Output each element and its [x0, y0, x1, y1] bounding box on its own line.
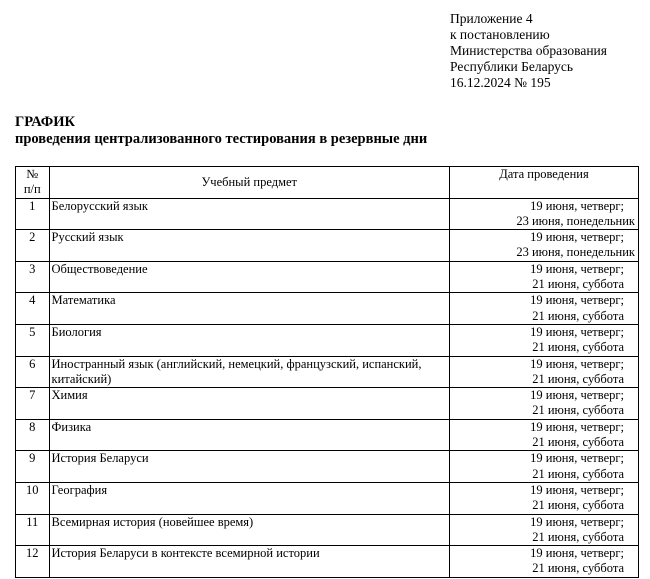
- row-number: 2: [16, 230, 50, 262]
- row-date-primary: 19 июня, четверг;: [530, 451, 624, 466]
- row-date-reserve: 21 июня, суббота: [532, 435, 624, 450]
- appendix-block: [450, 11, 607, 91]
- table-row: [16, 324, 639, 356]
- row-subject: Обществоведение: [49, 261, 449, 293]
- row-dates: [449, 546, 638, 578]
- row-date-primary: 19 июня, четверг;: [530, 482, 624, 497]
- row-subject: Физика: [49, 419, 449, 451]
- row-date-reserve: 23 июня, понедельник: [516, 213, 635, 228]
- row-date-primary: 19 июня, четверг;: [530, 261, 624, 276]
- row-date-reserve: 21 июня, суббота: [532, 403, 624, 418]
- row-number: 6: [16, 356, 50, 388]
- row-subject: История Беларуси: [49, 451, 449, 483]
- title-subheading: проведения централизованного тестирования в резервные дни: [15, 131, 428, 147]
- row-date-primary: 19 июня, четверг;: [530, 293, 624, 308]
- row-date-reserve: 21 июня, суббота: [532, 340, 624, 355]
- appendix-line: Министерства образования: [450, 43, 607, 58]
- table-row: [16, 261, 639, 293]
- table-row: [16, 230, 639, 262]
- row-dates: [449, 419, 638, 451]
- row-date-reserve: 21 июня, суббота: [532, 371, 624, 386]
- row-dates: [449, 230, 638, 262]
- row-number: 9: [16, 451, 50, 483]
- row-dates: [449, 293, 638, 325]
- header-number-symbol: №: [26, 167, 39, 181]
- appendix-date-number: 16.12.2024 № 195: [450, 75, 551, 90]
- row-date-reserve: 21 июня, суббота: [532, 308, 624, 323]
- table-row: [16, 356, 639, 388]
- row-number: 12: [16, 546, 50, 578]
- table-row: [16, 546, 639, 578]
- header-subject: Учебный предмет: [49, 167, 449, 199]
- row-subject: Биология: [49, 324, 449, 356]
- row-number: 5: [16, 324, 50, 356]
- row-date-primary: 19 июня, четверг;: [530, 324, 624, 339]
- row-subject: Математика: [49, 293, 449, 325]
- row-number: 8: [16, 419, 50, 451]
- row-date-reserve: 21 июня, суббота: [532, 529, 624, 544]
- row-date-primary: 19 июня, четверг;: [530, 356, 624, 371]
- row-number: 11: [16, 514, 50, 546]
- header-number: [16, 167, 50, 199]
- schedule-table: [15, 166, 639, 578]
- document-title: [15, 114, 427, 148]
- appendix-line: к постановлению: [450, 27, 550, 42]
- row-dates: [449, 198, 638, 230]
- header-number-abbr: п/п: [23, 182, 41, 197]
- table-row: [16, 451, 639, 483]
- row-number: 3: [16, 261, 50, 293]
- row-subject: История Беларуси в контексте всемирной истории: [49, 546, 449, 578]
- row-dates: [449, 451, 638, 483]
- row-date-primary: 19 июня, четверг;: [530, 546, 624, 561]
- appendix-line: Приложение 4: [450, 11, 533, 26]
- table-row: [16, 514, 639, 546]
- row-date-primary: 19 июня, четверг;: [530, 198, 624, 213]
- row-subject: Русский язык: [49, 230, 449, 262]
- row-date-reserve: 21 июня, суббота: [532, 561, 624, 576]
- row-date-reserve: 21 июня, суббота: [532, 498, 624, 513]
- row-dates: [449, 356, 638, 388]
- row-date-primary: 19 июня, четверг;: [530, 419, 624, 434]
- row-subject: География: [49, 482, 449, 514]
- row-dates: [449, 388, 638, 420]
- row-number: 4: [16, 293, 50, 325]
- row-date-primary: 19 июня, четверг;: [530, 230, 624, 245]
- row-date-reserve: 21 июня, суббота: [532, 277, 624, 292]
- row-dates: [449, 514, 638, 546]
- row-subject: Всемирная история (новейшее время): [49, 514, 449, 546]
- title-heading: ГРАФИК: [15, 114, 76, 130]
- row-dates: [449, 324, 638, 356]
- table-row: [16, 419, 639, 451]
- row-date-reserve: 21 июня, суббота: [532, 466, 624, 481]
- row-number: 10: [16, 482, 50, 514]
- table-row: [16, 482, 639, 514]
- header-date: Дата проведения: [449, 167, 638, 199]
- table-row: [16, 293, 639, 325]
- row-date-primary: 19 июня, четверг;: [530, 514, 624, 529]
- row-subject: Белорусский язык: [49, 198, 449, 230]
- table-header-row: [16, 167, 639, 199]
- row-dates: [449, 482, 638, 514]
- row-date-reserve: 23 июня, понедельник: [516, 245, 635, 260]
- row-subject: Химия: [49, 388, 449, 420]
- table-row: [16, 388, 639, 420]
- row-number: 1: [16, 198, 50, 230]
- appendix-line: Республики Беларусь: [450, 59, 574, 74]
- row-dates: [449, 261, 638, 293]
- row-date-primary: 19 июня, четверг;: [530, 388, 624, 403]
- row-number: 7: [16, 388, 50, 420]
- table-row: [16, 198, 639, 230]
- row-subject: Иностранный язык (английский, немецкий, французский, испанский, китайский): [49, 356, 449, 388]
